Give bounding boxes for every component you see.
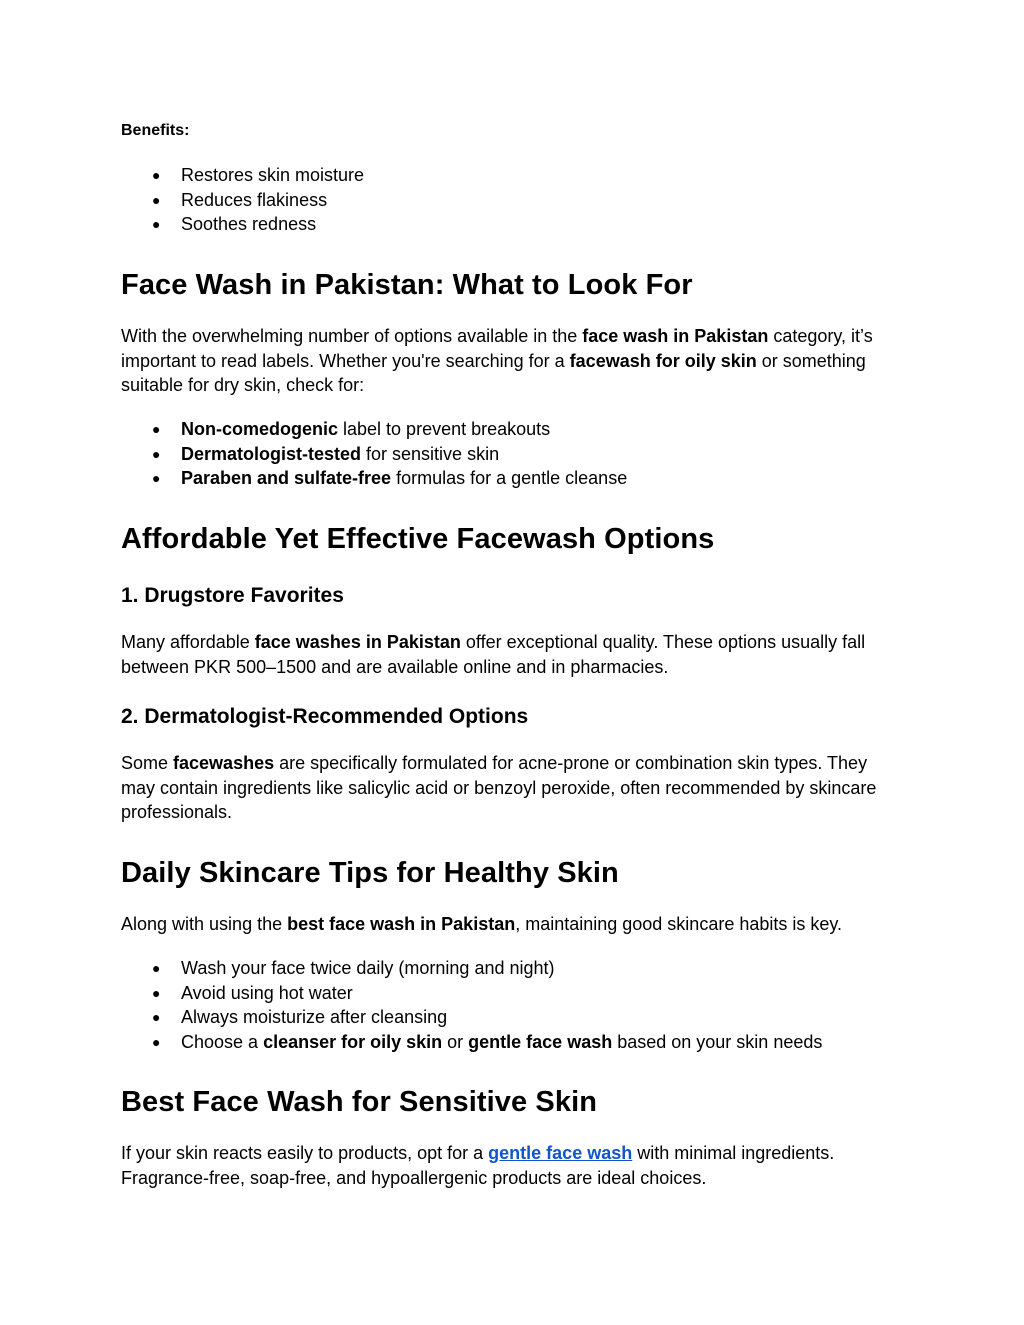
list-item: ● Choose a cleanser for oily skin or gentle face wash based on your skin needs: [121, 1030, 881, 1055]
section-heading-sensitive-skin: Best Face Wash for Sensitive Skin: [121, 1086, 598, 1118]
section-heading-affordable-options: Affordable Yet Effective Facewash Options: [121, 523, 715, 555]
list-item: ● Always moisturize after cleansing: [121, 1005, 881, 1030]
list-item: ● Paraben and sulfate-free formulas for a gentle cleanse: [121, 466, 881, 491]
gentle-face-wash-link[interactable]: gentle face wash: [488, 1143, 633, 1163]
list-item: ● Non-comedogenic label to prevent breakouts: [121, 417, 881, 442]
bullet-icon: ●: [152, 216, 161, 232]
bullet-icon: ●: [152, 960, 161, 976]
bullet-icon: ●: [152, 421, 161, 437]
benefits-label: Benefits:: [121, 122, 190, 139]
subheading-drugstore-favorites: 1. Drugstore Favorites: [121, 584, 344, 607]
subheading-dermatologist-recommended: 2. Dermatologist-Recommended Options: [121, 705, 529, 728]
bullet-icon: ●: [152, 1009, 161, 1025]
sensitive-skin-paragraph: If your skin reacts easily to products, opt for a gentle face wash with minimal ingredients. Fragrance-free, soap-free, and hypoallergenic products are ideal choices.: [121, 1143, 835, 1188]
list-item: ● Avoid using hot water: [121, 981, 881, 1006]
tips-list: [121, 956, 881, 1054]
bullet-icon: ●: [152, 1033, 161, 1050]
bullet-icon: ●: [152, 445, 161, 462]
drugstore-paragraph: Many affordable face washes in Pakistan offer exceptional quality. These options usually fall between PKR 500–1500 and are available online and in pharmacies.: [121, 632, 866, 677]
section3-intro-paragraph: Along with using the best face wash in Pakistan, maintaining good skincare habits is key.: [121, 914, 843, 934]
dermatologist-paragraph: Some facewashes are specifically formulated for acne-prone or combination skin types. They may contain ingredients like salicylic acid or benzoyl peroxide, often recommended by skincare professionals.: [121, 753, 877, 822]
label-checklist: [121, 417, 881, 491]
bullet-icon: ●: [152, 191, 161, 208]
list-item: ● Soothes redness: [121, 212, 881, 237]
section1-intro-paragraph: With the overwhelming number of options available in the face wash in Pakistan category, it’s important to read labels. Whether you're searching for a facewash for oily skin or something suitable for dry skin, check for:: [121, 326, 873, 395]
list-item: ● Restores skin moisture: [121, 163, 881, 188]
section-heading-what-to-look-for: Face Wash in Pakistan: What to Look For: [121, 269, 693, 301]
list-item: ● Reduces flakiness: [121, 188, 881, 213]
bullet-icon: ●: [152, 984, 161, 1001]
bullet-icon: ●: [152, 470, 161, 486]
section-heading-daily-tips: Daily Skincare Tips for Healthy Skin: [121, 857, 619, 889]
bullet-icon: ●: [152, 167, 161, 183]
list-item: ● Wash your face twice daily (morning and night): [121, 956, 881, 981]
list-item: ● Dermatologist-tested for sensitive skin: [121, 442, 881, 467]
benefits-list: [121, 163, 881, 237]
